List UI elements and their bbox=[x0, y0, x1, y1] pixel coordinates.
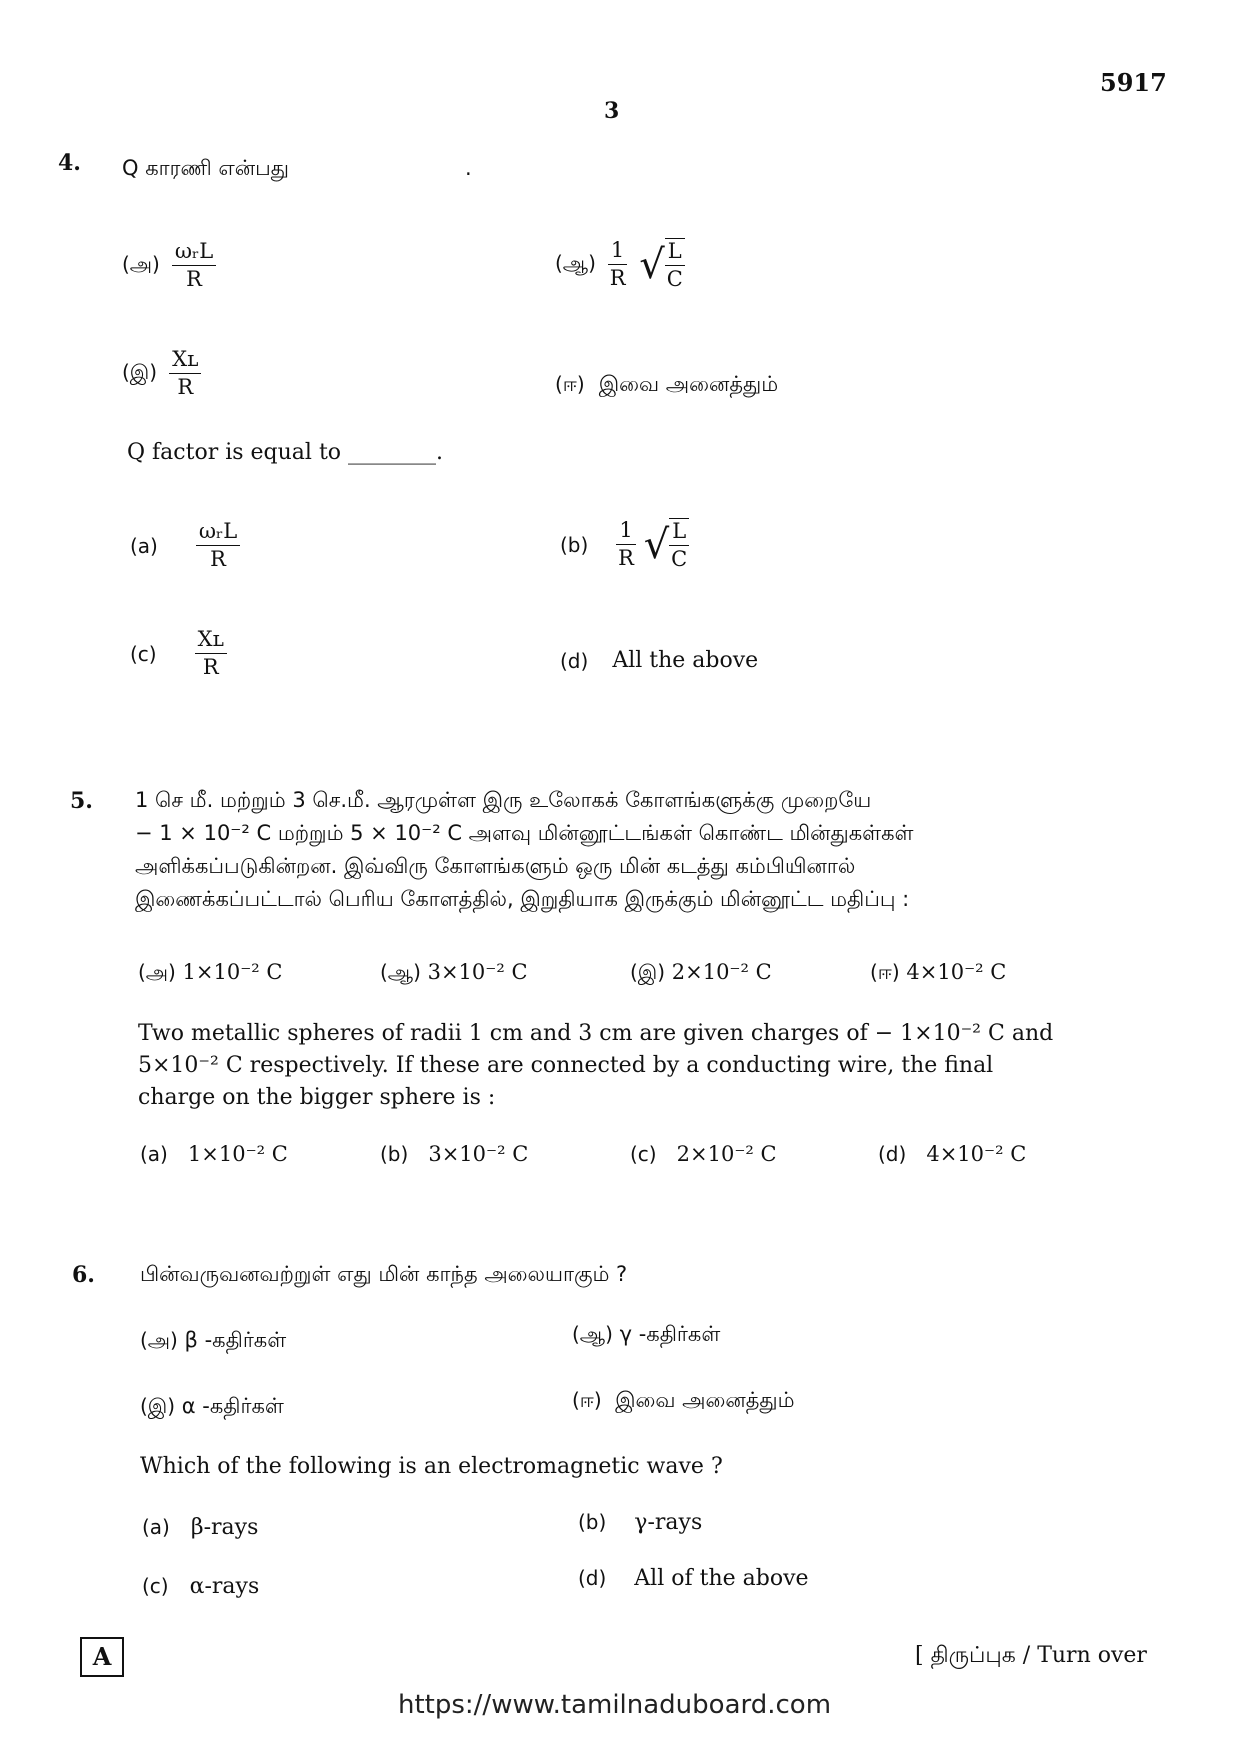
option-label: (d) bbox=[560, 648, 589, 673]
option-text: β-rays bbox=[190, 1515, 259, 1540]
option-tamil-d bbox=[555, 372, 778, 399]
fraction-denominator: R bbox=[202, 655, 219, 680]
option-english-b bbox=[560, 518, 689, 571]
option-text: 1×10⁻² C bbox=[187, 1142, 288, 1166]
radical-sign-icon: √ bbox=[639, 241, 665, 288]
option-label: (இ) bbox=[630, 960, 666, 984]
option-label: (a) bbox=[140, 1142, 168, 1166]
fraction-denominator: C bbox=[666, 267, 683, 292]
option-label: (d) bbox=[878, 1142, 907, 1166]
turn-over-note: [ திருப்புக / Turn over bbox=[915, 1643, 1147, 1668]
option-tamil-a bbox=[122, 240, 216, 291]
question-text-english: Which of the following is an electromagnetic wave ? bbox=[140, 1454, 723, 1479]
option-tamil-d bbox=[870, 960, 1006, 987]
fraction-denominator: R bbox=[609, 266, 626, 291]
option-label: (b) bbox=[380, 1142, 409, 1166]
option-text: All of the above bbox=[634, 1566, 809, 1591]
options-english-row bbox=[140, 1142, 1100, 1166]
option-label: (அ) bbox=[138, 960, 176, 984]
option-tamil-a bbox=[140, 1328, 286, 1355]
fraction-numerator: Xʟ bbox=[169, 348, 201, 374]
option-tamil-a bbox=[138, 960, 380, 987]
question-number: 5. bbox=[70, 788, 93, 814]
option-english-c bbox=[130, 628, 227, 679]
option-label: (அ) bbox=[122, 252, 160, 277]
option-text: இவை அனைத்தும் bbox=[615, 1388, 795, 1412]
fraction bbox=[172, 240, 216, 291]
fraction-numerator: L bbox=[669, 520, 689, 546]
option-tamil-c bbox=[630, 960, 870, 987]
option-english-b bbox=[380, 1142, 630, 1166]
radical-sign-icon: √ bbox=[643, 521, 670, 568]
option-english-d bbox=[578, 1566, 809, 1591]
fraction-numerator: ωᵣL bbox=[172, 240, 216, 266]
option-english-c bbox=[630, 1142, 878, 1166]
option-label: (ஈ) bbox=[555, 372, 585, 396]
fraction bbox=[196, 520, 240, 571]
options-tamil-row bbox=[138, 960, 1098, 987]
option-text: 4×10⁻² C bbox=[906, 960, 1007, 984]
question-text-tamil bbox=[135, 784, 1120, 916]
option-text: 3×10⁻² C bbox=[428, 1142, 529, 1166]
option-text: 4×10⁻² C bbox=[926, 1142, 1027, 1166]
option-text: 2×10⁻² C bbox=[676, 1142, 777, 1166]
option-english-c bbox=[142, 1574, 259, 1599]
option-text: α -கதிர்கள் bbox=[181, 1394, 284, 1418]
option-label: (a) bbox=[130, 533, 158, 558]
fraction bbox=[608, 239, 627, 290]
option-english-a bbox=[142, 1515, 258, 1540]
square-root bbox=[644, 518, 689, 571]
page-number: 3 bbox=[604, 98, 620, 124]
fraction-numerator: 1 bbox=[616, 519, 635, 545]
option-english-d bbox=[878, 1142, 1026, 1166]
option-text: γ -கதிர்கள் bbox=[619, 1322, 721, 1346]
text-line: Two metallic spheres of radii 1 cm and 3 cm are given charges of − 1×10⁻² C and bbox=[138, 1021, 1054, 1046]
option-label: (c) bbox=[630, 1142, 657, 1166]
fraction-numerator: ωᵣL bbox=[196, 520, 240, 546]
fraction-denominator: R bbox=[210, 547, 226, 572]
option-label: (ஈ) bbox=[870, 960, 900, 984]
option-label: (அ) bbox=[140, 1328, 178, 1352]
option-tamil-b bbox=[380, 960, 630, 987]
option-english-a bbox=[130, 520, 240, 571]
text-line: இணைக்கப்பட்டால் பெரிய கோளத்தில், இறுதியாக இருக்கும் மின்னூட்ட மதிப்பு : bbox=[135, 887, 910, 911]
fraction-numerator: Xʟ bbox=[195, 628, 227, 654]
option-label: (b) bbox=[560, 532, 589, 557]
option-label: (ஈ) bbox=[572, 1388, 602, 1412]
option-text: 3×10⁻² C bbox=[427, 960, 528, 984]
question-text-english: Q factor is equal to ________. bbox=[127, 440, 444, 465]
radicand-fraction bbox=[665, 238, 685, 291]
booklet-series-box: A bbox=[80, 1637, 124, 1677]
option-english-d bbox=[560, 648, 758, 673]
option-english-b bbox=[578, 1510, 702, 1535]
option-label: (c) bbox=[142, 1574, 169, 1598]
radicand-fraction bbox=[669, 518, 689, 571]
option-text: β -கதிர்கள் bbox=[184, 1328, 287, 1352]
fraction-denominator: R bbox=[618, 546, 634, 571]
text-line: charge on the bigger sphere is : bbox=[138, 1085, 496, 1110]
text-line: 1 செ மீ. மற்றும் 3 செ.மீ. ஆரமுள்ள இரு உலோகக் கோளங்களுக்கு முறையே bbox=[135, 788, 872, 812]
fraction bbox=[169, 348, 201, 399]
square-root bbox=[639, 238, 684, 291]
text-line: 5×10⁻² C respectively. If these are connected by a conducting wire, the final bbox=[138, 1053, 994, 1078]
text-line: − 1 × 10⁻² C மற்றும் 5 × 10⁻² C அளவு மின்னூட்டங்கள் கொண்ட மின்துகள்கள் bbox=[135, 821, 914, 845]
question-number: 6. bbox=[72, 1262, 95, 1288]
fraction bbox=[616, 519, 635, 570]
option-label: (இ) bbox=[140, 1394, 176, 1418]
option-text: α-rays bbox=[189, 1574, 260, 1599]
option-tamil-d bbox=[572, 1388, 795, 1415]
option-label: (a) bbox=[142, 1515, 170, 1539]
question-number: 4. bbox=[58, 150, 81, 176]
option-label: (d) bbox=[578, 1566, 607, 1590]
option-tamil-b bbox=[572, 1322, 720, 1349]
text-line: அளிக்கப்படுகின்றன. இவ்விரு கோளங்களும் ஒரு மின் கடத்து கம்பியினால் bbox=[135, 854, 856, 878]
fraction-numerator: L bbox=[665, 240, 685, 266]
fraction bbox=[195, 628, 227, 679]
question-blank-dot: . bbox=[465, 156, 472, 180]
question-text-tamil: Q காரணி என்பது bbox=[122, 156, 289, 180]
option-text: 2×10⁻² C bbox=[671, 960, 772, 984]
option-label: (c) bbox=[130, 641, 157, 666]
fraction-denominator: C bbox=[671, 547, 688, 572]
option-tamil-c bbox=[122, 348, 201, 399]
option-text: All the above bbox=[612, 648, 759, 673]
source-url[interactable]: https://www.tamilnaduboard.com bbox=[398, 1690, 832, 1720]
option-tamil-c bbox=[140, 1394, 284, 1421]
option-label: (ஆ) bbox=[572, 1322, 613, 1346]
option-label: (ஆ) bbox=[555, 251, 596, 276]
fraction-numerator: 1 bbox=[608, 239, 627, 265]
question-text-english bbox=[138, 1018, 1123, 1114]
option-label: (இ) bbox=[122, 360, 158, 385]
option-label: (b) bbox=[578, 1510, 607, 1534]
question-text-tamil: பின்வருவனவற்றுள் எது மின் காந்த அலையாகும் ? bbox=[140, 1262, 628, 1286]
expression bbox=[616, 518, 689, 571]
option-english-a bbox=[140, 1142, 380, 1166]
paper-code: 5917 bbox=[1100, 68, 1167, 97]
option-text: γ-rays bbox=[634, 1510, 703, 1535]
fraction-denominator: R bbox=[177, 375, 194, 400]
option-tamil-b bbox=[555, 238, 685, 291]
option-text: 1×10⁻² C bbox=[182, 960, 283, 984]
option-text: இவை அனைத்தும் bbox=[598, 372, 779, 396]
fraction-denominator: R bbox=[186, 267, 202, 292]
option-label: (ஆ) bbox=[380, 960, 421, 984]
